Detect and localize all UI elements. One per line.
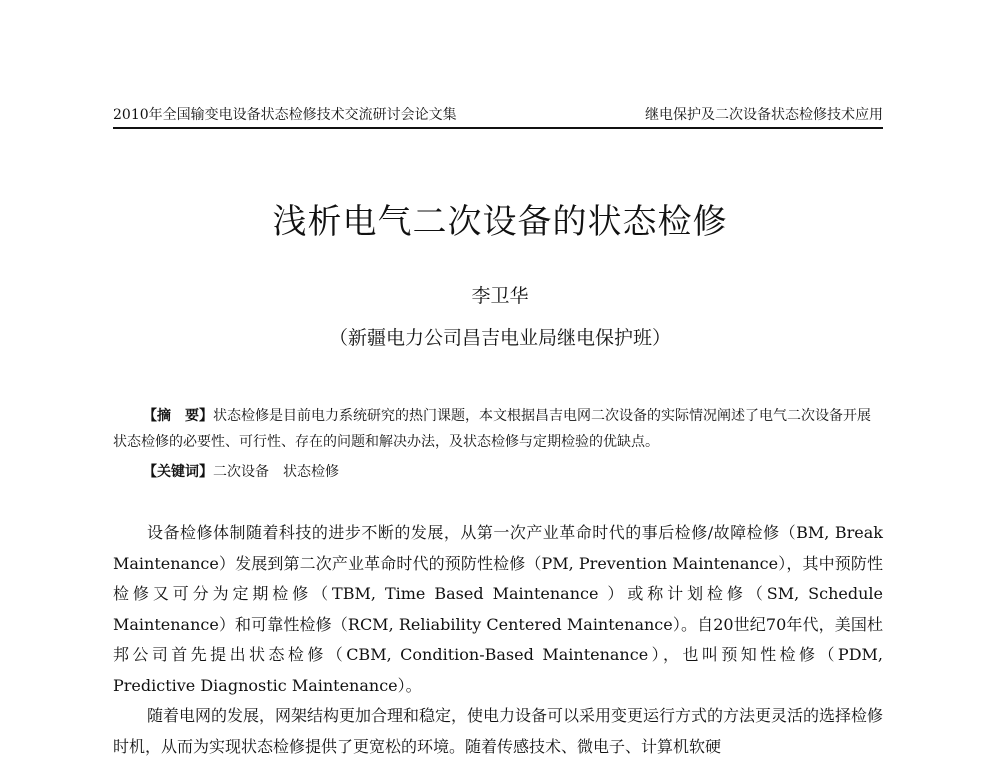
paper-title: 浅析电气二次设备的状态检修 [272, 202, 728, 242]
affiliation: （新疆电力公司昌吉电业局继电保护班） [328, 327, 671, 349]
body-paragraph: 设备检修体制随着科技的进步不断的发展，从第一次产业革命时代的事后检修/故障检修（BM, Break Maintenance）发展到第二次产业革命时代的预防性检修（PM, Prevention Maintenance），其中预防性检修又可分为定期检修（TBM, Time Based Maintenance ）或称计划检修（SM, Schedule Maintenance）和可靠性检修（RCM, Reliability Centered Maintenance）。自20世纪70年代，美国杜邦公司首先提出状态检修（CBM, Condition-Based Maintenance），也叫预知性检修（PDM, Predictive Diagnostic Maintenance）。 [113, 523, 883, 695]
abstract-text: 状态检修是目前电力系统研究的热门课题，本文根据昌吉电网二次设备的实际情况阐述了电气二次设备开展状态检修的必要性、可行性、存在的问题和解决办法，及状态检修与定期检验的优缺点。 [113, 408, 871, 450]
running-header [113, 104, 883, 129]
keywords-label: 【关键词】 [143, 464, 213, 480]
header-left: 2010年全国输变电设备状态检修技术交流研讨会论文集 [113, 107, 457, 123]
keywords [143, 459, 883, 485]
header-right: 继电保护及二次设备状态检修技术应用 [645, 107, 883, 123]
body-paragraph: 随着电网的发展，网架结构更加合理和稳定，使电力设备可以采用变更运行方式的方法更灵活的选择检修时机，从而为实现状态检修提供了更宽松的环境。随着传感技术、微电子、计算机软硬 [113, 706, 884, 756]
body-text [113, 518, 883, 762]
keywords-text: 二次设备 状态检修 [213, 464, 339, 480]
author: 李卫华 [471, 285, 529, 307]
abstract-label: 【摘 要】 [143, 408, 213, 424]
abstract [113, 403, 883, 455]
